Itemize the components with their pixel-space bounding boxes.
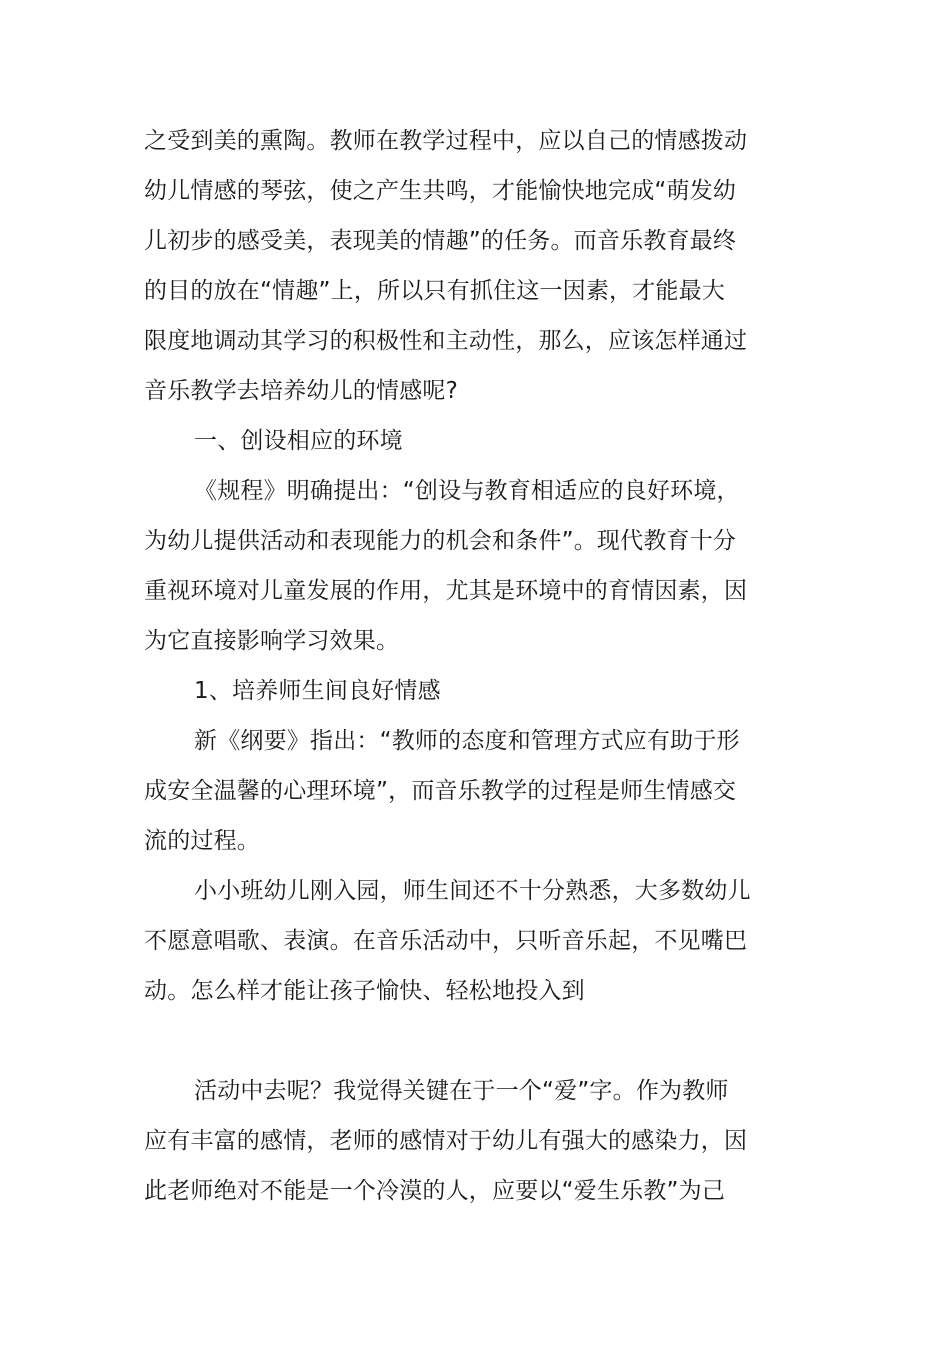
- text-line-10: 重视环境对儿童发展的作用，尤其是环境中的育情因素，因: [144, 578, 748, 604]
- text-line-8: 《规程》明确提出：“创设与教育相适应的良好环境，: [194, 478, 740, 504]
- text-line-19: 活动中去呢？我觉得关键在于一个“爱”字。作为教师: [194, 1078, 729, 1104]
- text-line-14: 成安全温馨的心理环境”，而音乐教学的过程是师生情感交: [144, 778, 737, 804]
- subsection-heading-1: 1、培养师生间良好情感: [194, 678, 441, 704]
- text-line-21: 此老师绝对不能是一个冷漠的人，应要以“爱生乐教”为己: [144, 1178, 726, 1204]
- text-line-9: 为幼儿提供活动和表现能力的机会和条件”。现代教育十分: [144, 528, 737, 554]
- section-heading-1: 一、创设相应的环境: [194, 428, 403, 454]
- text-line-1: 之受到美的熏陶。教师在教学过程中，应以自己的情感拨动: [144, 128, 748, 154]
- text-line-17: 不愿意唱歌、表演。在音乐活动中，只听音乐起，不见嘴巴: [144, 928, 748, 954]
- text-line-18: 动。怎么样才能让孩子愉快、轻松地投入到: [144, 978, 585, 1004]
- text-line-13: 新《纲要》指出：“教师的态度和管理方式应有助于形: [194, 728, 740, 754]
- text-line-16: 小小班幼儿刚入园，师生间还不十分熟悉，大多数幼儿: [194, 878, 751, 904]
- text-line-4: 的目的放在“情趣”上，所以只有抓住这一因素，才能最大: [144, 278, 726, 304]
- text-line-3: 儿初步的感受美，表现美的情趣”的任务。而音乐教育最终: [144, 228, 737, 254]
- text-line-5: 限度地调动其学习的积极性和主动性，那么，应该怎样通过: [144, 328, 748, 354]
- text-line-2: 幼儿情感的琴弦，使之产生共鸣，才能愉快地完成“萌发幼: [144, 178, 737, 204]
- text-line-6: 音乐教学去培养幼儿的情感呢?: [144, 378, 459, 404]
- text-line-15: 流的过程。: [144, 828, 260, 854]
- text-line-20: 应有丰富的感情，老师的感情对于幼儿有强大的感染力，因: [144, 1128, 748, 1154]
- text-line-11: 为它直接影响学习效果。: [144, 628, 400, 654]
